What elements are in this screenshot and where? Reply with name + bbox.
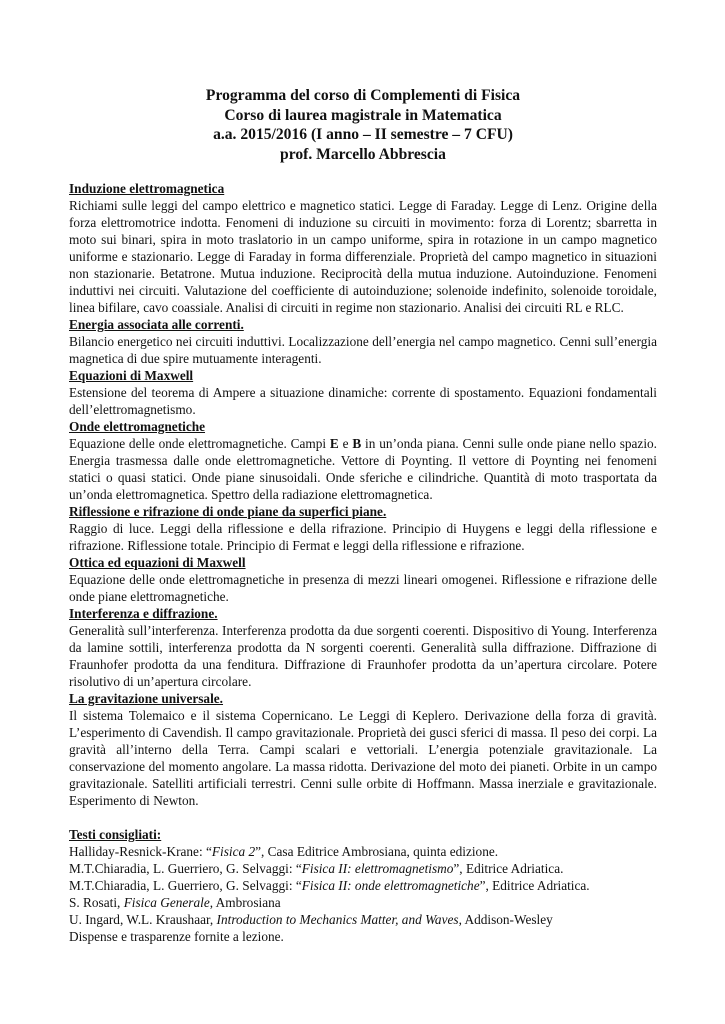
section-heading: Riflessione e rifrazione di onde piane da superfici piane. bbox=[69, 504, 387, 519]
reference-item bbox=[69, 860, 657, 877]
section-energia bbox=[69, 316, 657, 367]
section-heading: Ottica ed equazioni di Maxwell bbox=[69, 555, 246, 570]
bold-symbol-b: B bbox=[352, 436, 362, 451]
section-heading: La gravitazione universale. bbox=[69, 691, 224, 706]
ref-title: Introduction to Mechanics Matter, and Waves bbox=[216, 912, 459, 927]
title-line-year: a.a. 2015/2016 (I anno – II semestre – 7 CFU) bbox=[213, 126, 513, 143]
ref-text: Halliday-Resnick-Krane: “ bbox=[69, 844, 212, 859]
ref-text: , Addison-Wesley bbox=[458, 912, 553, 927]
body-text: e bbox=[338, 436, 353, 451]
title-line-professor: prof. Marcello Abbrescia bbox=[280, 145, 446, 163]
section-ottica bbox=[69, 554, 657, 605]
section-gravitazione bbox=[69, 690, 657, 809]
ref-text: M.T.Chiaradia, L. Guerriero, G. Selvaggi: “ bbox=[69, 861, 302, 876]
ref-title: Fisica II: onde elettromagnetiche bbox=[301, 878, 480, 893]
section-body: Equazione delle onde elettromagnetiche in presenza di mezzi lineari omogenei. Riflessione e rifrazione delle onde piane elettromagnetiche. bbox=[69, 572, 657, 604]
section-body: Estensione del teorema di Ampere a situazione dinamiche: corrente di spostamento. Equazioni fondamentali dell’elettromagnetismo. bbox=[69, 385, 657, 417]
reference-item bbox=[69, 877, 657, 894]
reference-item bbox=[69, 894, 657, 911]
section-body: Bilancio energetico nei circuiti induttivi. Localizzazione dell’energia nel campo magnetico. Cenni sull’energia magnetica di due spire mutuamente interagenti. bbox=[69, 334, 657, 366]
section-maxwell bbox=[69, 367, 657, 418]
ref-title: Fisica Generale bbox=[123, 895, 210, 910]
ref-text: S. Rosati, bbox=[69, 895, 124, 910]
section-heading: Equazioni di Maxwell bbox=[69, 368, 194, 383]
body-text: Equazione delle onde elettromagnetiche. Campi bbox=[69, 436, 330, 451]
section-body: Richiami sulle leggi del campo elettrico e magnetico statici. Legge di Faraday. Legge di Lenz. Origine della forza elettromotrice indotta. Fenomeni di induzione su circuiti in movimento: forza di Lorentz; sbarretta in moto sui binari, spira in moto traslatorio in un campo uniforme, spira in rotazione in un campo magnetico uniforme e stazionario. Legge di Faraday in forma differenziale. Proprietà del campo magnetico in situazioni non stazionarie. Betatrone. Mutua induzione. Reciprocità della mutua induzione. Autoinduzione. Fenomeni induttivi nei circuiti. Valutazione del coefficiente di autoinduzione; solenoide indefinito, solenoide toroidale, linea bifilare, cavo coassiale. Analisi di circuiti in regime non stazionario. Analisi dei circuiti RL e RLC. bbox=[69, 198, 657, 315]
references-section bbox=[69, 826, 657, 945]
section-heading: Onde elettromagnetiche bbox=[69, 419, 206, 434]
section-body bbox=[69, 435, 657, 503]
ref-text: , Ambrosiana bbox=[209, 895, 281, 910]
section-body: Generalità sull’interferenza. Interferenza prodotta da due sorgenti coerenti. Dispositivo di Young. Interferenza da lamine sottili, interferenza prodotta da N sorgenti coerenti. Generalità sulla diffrazione. Diffrazione di Fraunhofer prodotta da una fenditura. Diffrazione di Fraunhofer prodotta da un’apertura circolare. Potere risolutivo di un’apertura circolare. bbox=[69, 623, 657, 689]
section-onde bbox=[69, 418, 657, 503]
section-riflessione bbox=[69, 503, 657, 554]
reference-item bbox=[69, 843, 657, 860]
section-induzione bbox=[69, 180, 657, 316]
reference-item: Dispense e trasparenze fornite a lezione. bbox=[69, 929, 284, 944]
body-text: in un’onda piana. Cenni sulle onde piane nello spazio. Energia trasmessa dalle onde elettromagnetiche. Vettore di Poynting. Il vettore di Poynting nei fenomeni statici o quasi statici. Onde piane sinusoidali. Onde sferiche e cilindriche. Quantità di moto trasportata da un’onda elettromagnetica. Spettro della radiazione elettromagnetica. bbox=[69, 436, 657, 502]
spacer bbox=[69, 809, 657, 826]
document-page bbox=[69, 86, 657, 945]
bold-symbol-e: E bbox=[329, 436, 339, 451]
ref-text: ”, Editrice Adriatica. bbox=[479, 878, 590, 893]
title-line-degree: Corso di laurea magistrale in Matematica bbox=[224, 106, 502, 124]
document-title bbox=[69, 86, 657, 164]
section-heading: Interferenza e diffrazione. bbox=[69, 606, 218, 621]
section-interferenza bbox=[69, 605, 657, 690]
ref-text: ”, Editrice Adriatica. bbox=[453, 861, 564, 876]
section-body: Il sistema Tolemaico e il sistema Copernicano. Le Leggi di Keplero. Derivazione della forza di gravità. L’esperimento di Cavendish. Il campo gravitazionale. Proprietà dei gusci sferici di massa. Il peso dei corpi. La gravità all’interno della Terra. Campi scalari e vettoriali. L’energia potenziale gravitazionale. La conservazione del momento angolare. La massa ridotta. Derivazione del moto dei pianeti. Orbite in un campo gravitazionale. Satelliti artificiali terrestri. Cenni sulle orbite di Hoffmann. Massa inerziale e gravitazionale. Esperimento di Newton. bbox=[69, 708, 657, 808]
ref-text: M.T.Chiaradia, L. Guerriero, G. Selvaggi: “ bbox=[69, 878, 302, 893]
ref-title: Fisica 2 bbox=[211, 844, 256, 859]
references-heading: Testi consigliati: bbox=[69, 827, 162, 842]
section-body: Raggio di luce. Leggi della riflessione e della rifrazione. Principio di Huygens e leggi della riflessione e rifrazione. Riflessione totale. Principio di Fermat e leggi della riflessione e rifrazione. bbox=[69, 521, 657, 553]
ref-title: Fisica II: elettromagnetismo bbox=[301, 861, 454, 876]
title-line-course: Programma del corso di Complementi di Fisica bbox=[205, 87, 521, 104]
section-heading: Energia associata alle correnti. bbox=[69, 317, 244, 332]
reference-item bbox=[69, 911, 657, 928]
ref-text: U. Ingard, W.L. Kraushaar, bbox=[69, 912, 217, 927]
ref-text: ”, Casa Editrice Ambrosiana, quinta edizione. bbox=[255, 844, 499, 859]
section-heading: Induzione elettromagnetica bbox=[69, 181, 225, 196]
